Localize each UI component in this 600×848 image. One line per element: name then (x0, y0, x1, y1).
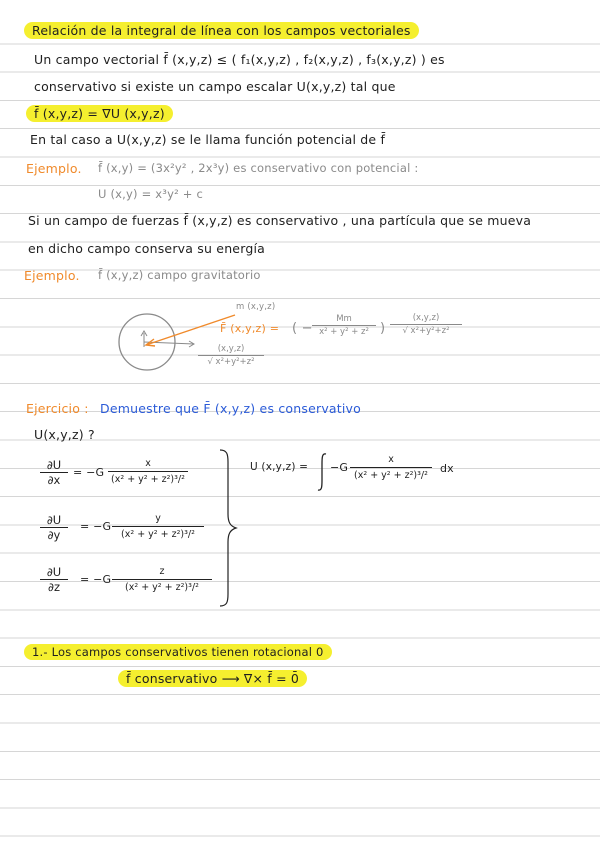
property-label: 1.- Los campos conservativos tienen rotacional 0 (32, 645, 324, 659)
exercise-prompt: Demuestre que F̄ (x,y,z) es conservativo (100, 401, 361, 416)
definition-equation: f̄ (x,y,z) = ∇U (x,y,z) (26, 105, 173, 122)
partial-dx-rhs (108, 458, 188, 485)
integral-lhs: U (x,y,z) = (250, 461, 309, 473)
vector-fraction-line (198, 355, 264, 356)
definition-line-2: conservativo si existe un campo escalar U(x,y,z) tal que (34, 79, 396, 94)
partial-dz-lhs (40, 565, 68, 594)
partial-dx-eq: = −G (73, 466, 105, 479)
partial-dx-lhs-den: ∂x (47, 473, 61, 487)
unit-fraction (390, 313, 462, 336)
partial-dy-num: y (155, 513, 161, 524)
vector-numerator: (x,y,z) (217, 344, 245, 354)
integral-den: (x² + y² + z²)³/² (354, 470, 428, 481)
integral-sign (316, 452, 328, 492)
energy-line-1: Si un campo de fuerzas f̄ (x,y,z) es conservativo , una partícula que se mueva (28, 213, 532, 228)
partial-dz-rhs (112, 566, 212, 593)
partial-dy-rhs (112, 513, 204, 540)
partial-dz-eq: = −G (80, 573, 112, 586)
example-1-potential: U (x,y) = x³y² + c (98, 187, 203, 201)
property-label-wrap (24, 644, 332, 660)
example-1-label: Ejemplo. (26, 161, 82, 176)
force-label-wrap (220, 322, 279, 335)
force-denominator: x² + y² + z² (319, 327, 369, 337)
force-fraction (312, 314, 376, 337)
partial-dx-lhs-num: ∂U (46, 458, 62, 472)
unit-denominator: √ x²+y²+z² (402, 326, 450, 336)
integral-fraction (350, 454, 432, 481)
partial-dx-lhs (40, 458, 68, 487)
vector-fraction (198, 344, 264, 367)
partial-dz-lhs-num: ∂U (46, 565, 62, 579)
partial-dy-lhs-den: ∂y (47, 528, 61, 542)
integral-num: x (388, 454, 394, 465)
partial-dy-den: (x² + y² + z²)³/² (121, 529, 195, 540)
property-statement: f̄ conservativo ⟶ ∇× f̄ = 0̄ (118, 670, 307, 687)
partial-dy-eq: = −G (80, 520, 112, 533)
partial-dz-den: (x² + y² + z²)³/² (125, 582, 199, 593)
integral-coef: −G (330, 461, 349, 474)
integral-dx: dx (440, 462, 454, 475)
force-open-paren: ( − (292, 321, 313, 336)
example-1-field: f̄ (x,y) = (3x²y² , 2x³y) es conservativo con potencial : (98, 161, 419, 175)
force-label: F̄ (x,y,z) = (220, 322, 280, 335)
mass-label: m (x,y,z) (236, 302, 276, 312)
partial-dz-lhs-den: ∂z (48, 580, 60, 594)
force-fraction-line (312, 325, 376, 326)
partial-dy-lhs (40, 513, 68, 542)
page-title: Relación de la integral de línea con los campos vectoriales (24, 22, 419, 39)
exercise-label: Ejercicio : (26, 401, 89, 416)
partial-dx-den: (x² + y² + z²)³/² (111, 474, 185, 485)
unit-numerator: (x,y,z) (412, 313, 440, 323)
force-close-paren: ) (380, 321, 386, 336)
definition-line-3: En tal caso a U(x,y,z) se le llama función potencial de f̄ (30, 132, 386, 147)
exercise-question: U(x,y,z) ? (34, 427, 95, 442)
force-numerator: Mm (336, 314, 352, 324)
vector-denominator: √ x²+y²+z² (207, 357, 255, 367)
example-2-text: f̄ (x,y,z) campo gravitatorio (98, 268, 261, 282)
definition-line-1: Un campo vectorial f̄ (x,y,z) ≤ ( f₁(x,y,z) , f₂(x,y,z) , f₃(x,y,z) ) es (34, 52, 445, 67)
example-2-label: Ejemplo. (24, 268, 80, 283)
unit-fraction-line (390, 324, 462, 325)
energy-line-2: en dicho campo conserva su energía (28, 241, 265, 256)
right-brace (218, 448, 238, 608)
partial-dz-num: z (159, 566, 165, 577)
partial-dx-num: x (145, 458, 151, 469)
partial-dy-lhs-num: ∂U (46, 513, 62, 527)
